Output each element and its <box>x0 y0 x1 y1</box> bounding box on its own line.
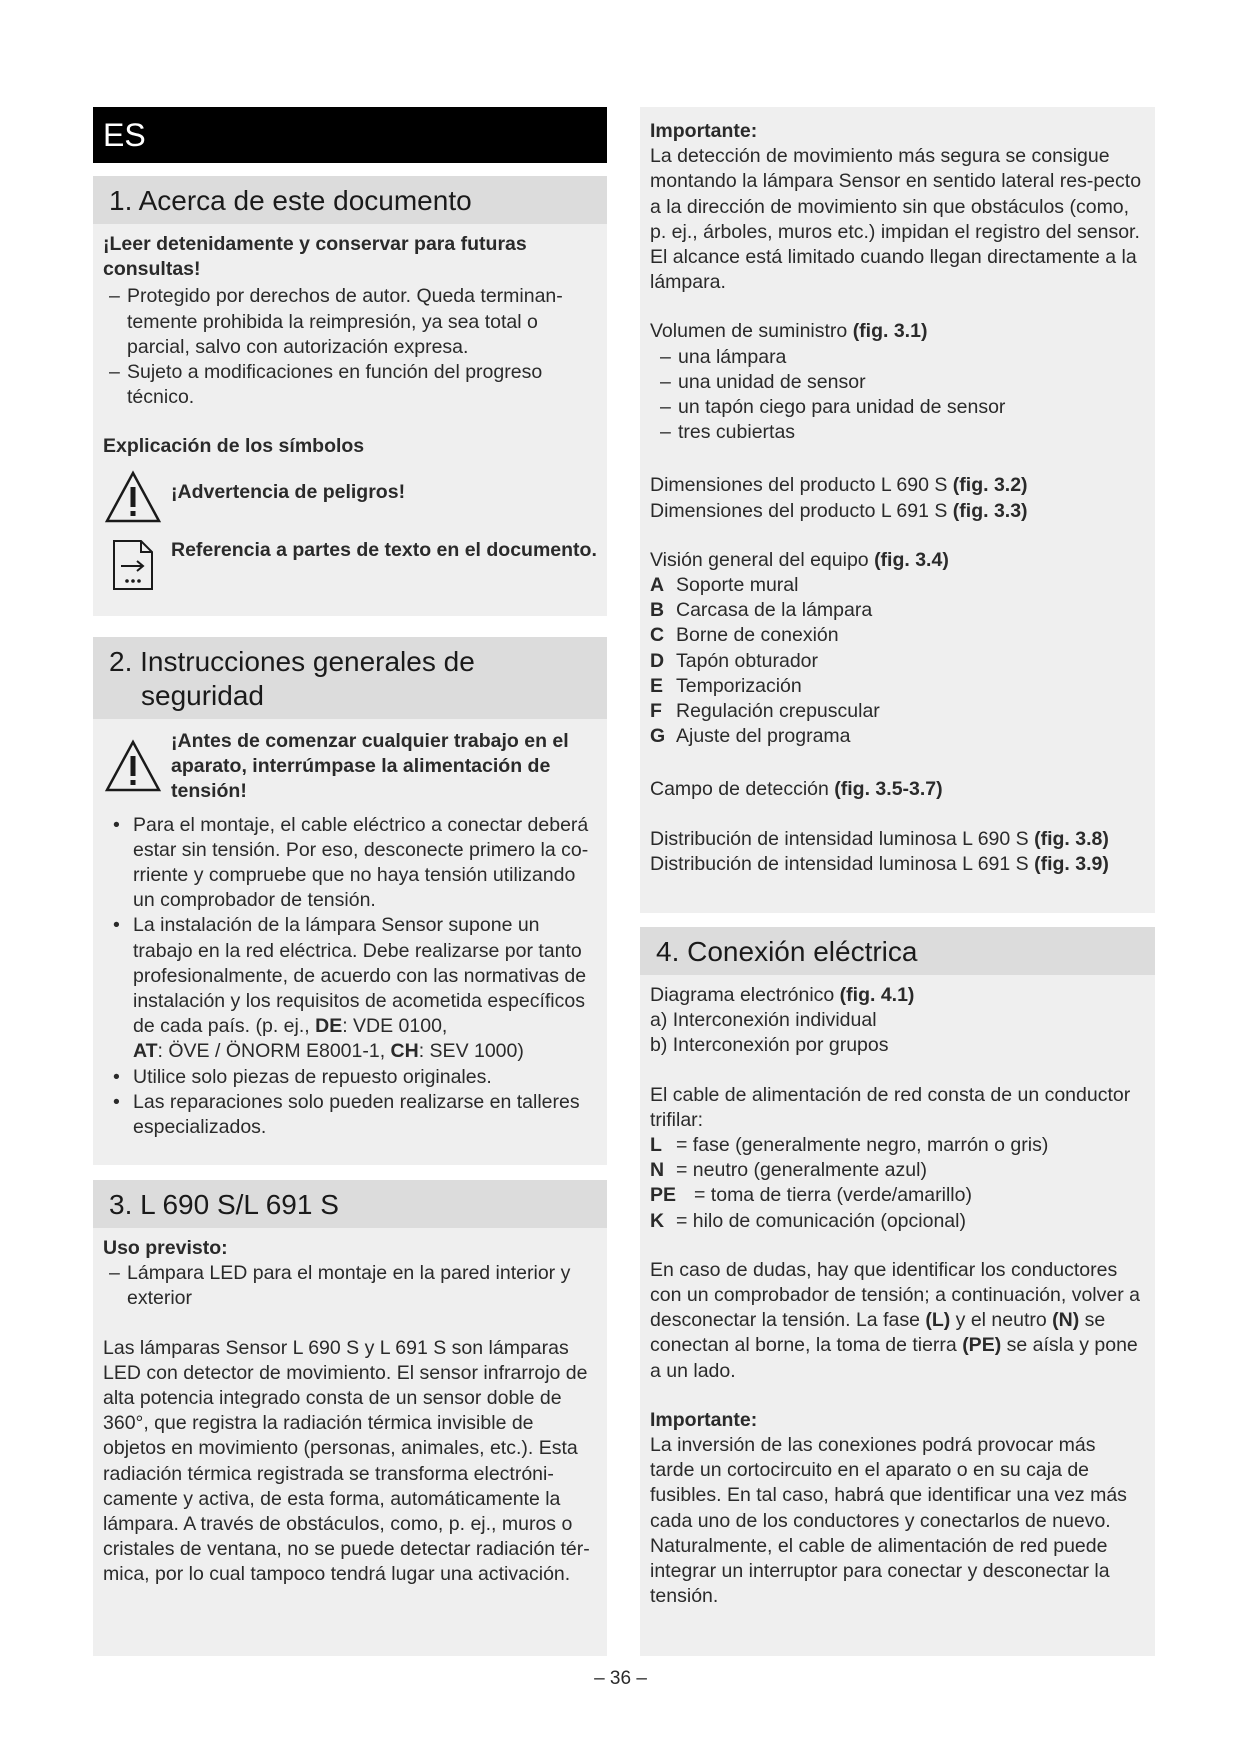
document-reference-icon <box>103 538 163 592</box>
list-item: • Para el montaje, el cable eléctrico a conectar deberá estar sin tensión. Por eso, desconecte primero la co-rriente y compruebe que no haya tensión utilizando un comprobador de tensión. <box>113 813 597 914</box>
section-3-panel <box>93 1180 607 1656</box>
list-item: L = fase (generalmente negro, marrón o gris) <box>650 1134 1049 1157</box>
dimension-line: Dimensiones del producto L 691 S (fig. 3.3) <box>650 499 1028 522</box>
warning-triangle-icon <box>103 729 163 793</box>
warning-symbol-row <box>103 470 597 524</box>
section-2-title: 2. Instrucciones generales de seguridad <box>93 637 607 719</box>
list-item: – una lámpara <box>658 345 1145 370</box>
overview-heading: Visión general del equipo (fig. 3.4) <box>650 548 949 571</box>
list-item: K = hilo de comunicación (opcional) <box>650 1209 966 1232</box>
doubt-paragraph: En caso de dudas, hay que identificar los conductores con un comprobador de tensión; a continuación, volver a desconectar la tensión. La fase (L) y el neutro (N) se conectan al borne, la toma de tierra (PE) se aísla y pone a un lado. <box>650 1258 1140 1382</box>
important-text: La detección de movimiento más segura se consigue montando la lámpara Sensor en sentido lateral res-pecto a la dirección de movimiento sin que obstáculos (como, p. ej., árboles, muros etc.) impidan el registro del sensor. El alcance está limitado cuando llegan directamente a la lámpara. <box>650 145 1142 294</box>
important-title: Importante: <box>650 1408 758 1431</box>
list-item: A Soporte mural <box>650 574 799 597</box>
section-3-title: 3. L 690 S/L 691 S <box>93 1180 607 1228</box>
important-title: Importante: <box>650 120 758 142</box>
section-4-title: 4. Conexión eléctrica <box>640 927 1155 975</box>
detection-field-line: Campo de detección (fig. 3.5-3.7) <box>650 778 943 801</box>
warning-triangle-icon <box>103 470 163 524</box>
symbols-title: Explicación de los símbolos <box>103 435 365 458</box>
page-number: – 36 – <box>594 1668 647 1689</box>
list-item: • Utilice solo piezas de repuesto originales. <box>113 1065 597 1090</box>
list-item: – tres cubiertas <box>658 420 1145 445</box>
section-1-title: 1. Acerca de este documento <box>93 176 607 224</box>
warning-text: ¡Advertencia de peligros! <box>171 480 406 503</box>
list-item: N = neutro (generalmente azul) <box>650 1159 927 1182</box>
use-title: Uso previsto: <box>103 1237 228 1259</box>
list-item: G Ajuste del programa <box>650 725 851 748</box>
list-item: • Las reparaciones solo pueden realizarse en talleres especializados. <box>113 1090 597 1140</box>
list-item: – una unidad de sensor <box>658 370 1145 395</box>
section-1-lead: ¡Leer detenidamente y conservar para futuras consultas! <box>103 233 527 281</box>
section-2-panel <box>93 637 607 1165</box>
list-item: D Tapón obturador <box>650 649 819 672</box>
diagram-heading: Diagrama electrónico (fig. 4.1) <box>650 984 915 1006</box>
cable-intro: El cable de alimentación de red consta de un conductor trifilar: <box>650 1083 1131 1131</box>
dimension-line: Dimensiones del producto L 690 S (fig. 3.2) <box>650 474 1028 497</box>
list-item: • La instalación de la lámpara Sensor supone un trabajo en la red eléctrica. Debe realizarse por tanto profesionalmente, de acuerdo con las normativas de instalación y los requisitos de acometida específicos de cada país. (p. ej., DE: VDE 0100, AT: ÖVE / ÖNORM E8001-1, CH: SEV 1000) <box>113 913 597 1064</box>
light-distribution-line: Distribución de intensidad luminosa L 690 S (fig. 3.8) <box>650 827 1109 850</box>
list-item: a) Interconexión individual <box>650 1009 877 1032</box>
list-item: – Protegido por derechos de autor. Queda terminan-temente prohibida la reimpresión, ya sea total o parcial, salvo con autorización expresa. <box>107 284 597 360</box>
section-3-continued-panel <box>640 107 1155 913</box>
reference-text: Referencia a partes de texto en el documento. <box>171 538 597 561</box>
reference-symbol-row <box>103 538 597 592</box>
list-item: F Regulación crepuscular <box>650 700 880 723</box>
section-1-panel <box>93 176 607 616</box>
list-item: C Borne de conexión <box>650 624 839 647</box>
section-4-panel <box>640 927 1155 1656</box>
list-item: – Sujeto a modificaciones en función del progreso técnico. <box>107 360 597 410</box>
description-paragraph: Las lámparas Sensor L 690 S y L 691 S son lámparas LED con detector de movimiento. El sensor infrarrojo de alta potencia integrado consta de un sensor doble de 360°, que registra la radiación térmica invisible de objetos en movimiento (personas, animales, etc.). Esta radiación térmica registrada se transforma electróni-camente y activa, de esta forma, automáticamente la lámpara. A través de obstáculos, como, p. ej., muros o cristales de ventana, no se puede detectar radiación tér-mica, por lo cual tampoco tendrá lugar una activación. <box>103 1336 590 1586</box>
list-item: E Temporización <box>650 674 802 697</box>
list-item: – Lámpara LED para el montaje en la pared interior y exterior <box>107 1261 597 1311</box>
safety-warning-row <box>103 729 597 805</box>
list-item: b) Interconexión por grupos <box>650 1034 889 1057</box>
light-distribution-line: Distribución de intensidad luminosa L 691 S (fig. 3.9) <box>650 852 1109 875</box>
list-item: B Carcasa de la lámpara <box>650 599 873 622</box>
safety-warning-text: ¡Antes de comenzar cualquier trabajo en el aparato, interrúmpase la alimentación de tensión! <box>171 730 569 803</box>
list-item: – un tapón ciego para unidad de sensor <box>658 395 1145 420</box>
supply-heading: Volumen de suministro (fig. 3.1) <box>650 320 928 343</box>
language-label: ES <box>93 107 607 163</box>
list-item: PE = toma de tierra (verde/amarillo) <box>650 1184 972 1207</box>
important-text: La inversión de las conexiones podrá provocar más tarde un cortocircuito en el aparato o en su caja de fusibles. En tal caso, habrá que identificar una vez más cada uno de los conductores y conectarlos de nuevo. Naturalmente, el cable de alimentación de red puede integrar un interruptor para conectar y desconectar la tensión. <box>650 1434 1127 1608</box>
